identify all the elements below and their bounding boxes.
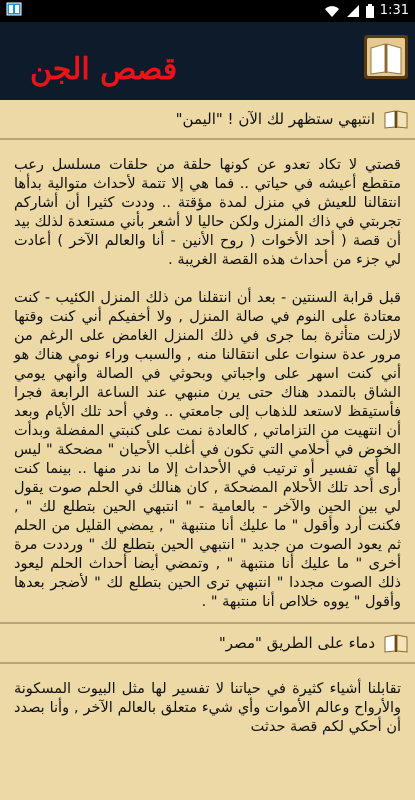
story-title[interactable]: دماء على الطريق "مصر"	[218, 634, 375, 652]
story-text: قصتي لا تكاد تعدو عن كونها حلقة من حلقات مسلسل رعب متقطع أعيشه في حياتي .. فما هي إلا تتمة لأحداث متوالية بدأها انتقالنا للعيش في منزل لمدة مؤقتة .. وددت كثيرا أن أشاركم تجربتي في ذاك المنزل ولكن حاليا لا أشعر بأني مستعدة لذلك بيد أن قصة ( أحد الأخوات ( روح الأنين - أنا والعالم الآخر ) أعادت لي جزء من أحداث هذه القصة الغريبة . قبل قرابة السنتين - بعد أن انتقلنا من ذلك المنزل الكئيب - كنت معتادة على النوم في صالة المنزل , ولا أخفيكم أني كنت وقتها لازلت متأثرة بما جرى في ذلك المنزل الغامض على الرغم من مرور عدة سنوات على انتقالنا منه , والسبب وراء نومي هناك هو أني كنت اسهر على واجباتي وبحوثي في الصالة وأنهي يومي الشاق بالتمدد هناك حتى يرن منبهي عند الساعة الرابعة فجرا فأستيقظ لاستعد للذهاب إلى جامعتي .. وفي أحد تلك الأيام وبعد أن انتهيت من التزاماتي , كالعادة نمت على كنبتي المفضلة وبدأت الخوض في أحلامي التي تكون في أغلب الأحيان " مضحكة " ليس لها أي تفسير أو ترتيب في الأحداث إلا ما ندر منها .. بينما كنت أرى أحد تلك الأحلام المضحكة , كان هنالك في الحلم صوت يقول لي بين الحين والآخر - بالعامية - " انتبهي الحين بتطلع لك " , فكنت أرد وأقول " ما عليك أنا منتبهة " , يمضي القليل من الحلم ثم يعود الصوت من جديد " انتبهي الحين بتطلع لك " ورددت مرة أخرى " ما عليك أنا منتبهة " , وتمضي أيضا أحداث الحلم ليعود ذلك الصوت مجددا " انتبهي ترى الحين بتطلع لك " لأضجر بعدها وأقول " يووه خلااص أنا منتبهة " .	[14, 157, 401, 610]
book-icon	[383, 109, 409, 129]
clock: 1:31	[379, 3, 409, 18]
story-text: تقابلنا أشياء كثيرة في حياتنا لا تفسير لها مثل البيوت المسكونة والأرواح وعالم الأموات وأي شيء متعلق بالعالم الآخر , وأنا بصدد أن أحكي لكم قصة حدثت	[14, 681, 401, 735]
status-bar	[0, 0, 415, 22]
wifi-icon	[324, 4, 340, 18]
book-icon[interactable]	[363, 34, 409, 80]
app-title: قصص الجن	[30, 52, 178, 87]
story-list[interactable]	[0, 100, 415, 800]
notification-area	[6, 2, 22, 16]
app-notification-icon	[6, 2, 22, 16]
system-icons	[324, 3, 409, 18]
story-title[interactable]: انتبهي ستظهر لك الآن ! "اليمن"	[175, 110, 375, 128]
story-header[interactable]	[0, 100, 415, 140]
signal-icon	[346, 4, 360, 18]
story-header[interactable]	[0, 622, 415, 664]
battery-icon	[366, 4, 374, 18]
app-bar	[0, 22, 415, 101]
book-icon	[383, 633, 409, 653]
